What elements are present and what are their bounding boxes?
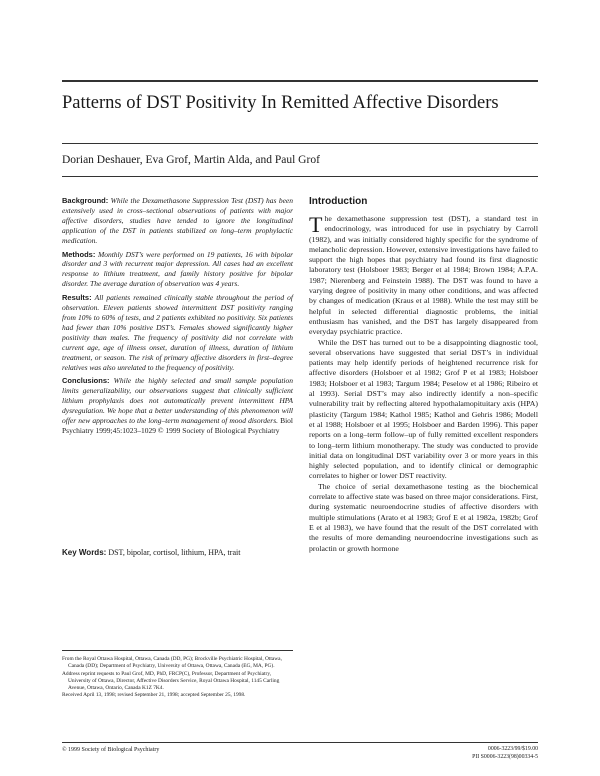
intro-paragraph-1 xyxy=(309,214,538,338)
conclusions-text: While the highly selected and small sample population limits generalizability, our observations suggest that clinically sufficient lithium prophylaxis does not automatically prevent intermittent HPA dysregulation. We hope that a better understanding of this phenomenon will offer new approaches to the long–term management of mood disorders. xyxy=(62,376,294,426)
conclusions-label: Conclusions: xyxy=(62,376,110,386)
bottom-rule xyxy=(62,742,538,743)
footnote-received: Received April 13, 1998; revised September 21, 1998; accepted September 25, 1998. xyxy=(62,692,246,699)
keywords-label: Key Words: xyxy=(62,548,107,557)
intro-paragraph-1-text: he dexamethasone suppression test (DST), a standard test in endocrinology, was introduced for use in psychiatry by Carroll (1982), and was initially considered highly specific for the syndrome of melancholic depression. However, extensive investigations have failed to support the high hopes that psychiatry had found its first diagnostic laboratory test (Holsboer 1983; Berger et al 1984; Brown 1984; A.P.A. 1987; Nierenberg and Feinstein 1988). The DST was found to have a varying degree of positivity in many other conditions, and was affected by changes of medication (Kraus et al 1988). While the test may still be helpful in selected differential diagnostic problems, the initial enthusiasm has vanished, and the DST has largely disappeared from everyday psychiatric practice. xyxy=(309,214,538,337)
author-list: Dorian Deshauer, Eva Grof, Martin Alda, and Paul Grof xyxy=(62,154,320,166)
footnote-reprints: Address reprint requests to Paul Grof, MD, PhD, FRCP(C), Professor, Department of Psychiatry, University of Ottawa, Director, Affective Disorders Service, Royal Ottawa Hospital, 1145 Carling Avenue, Ottawa, Ontario, Canada K1Z 7K4. xyxy=(62,670,280,692)
authors-rule xyxy=(62,176,538,177)
copyright-line: © 1999 Society of Biological Psychiatry xyxy=(62,747,160,753)
intro-paragraph-3: The choice of serial dexamethasone testing as the biochemical correlate to affective state was based on three major considerations. First, during systematic neuroendocrine studies of affective disorders with multiple stimulations (Arato et al 1983; Grof E et al 1982a, 1982b; Grof E et al 1983), we have found that the result of the DST correlated with the results of more demanding neuroendocrine investigations such as prolactin or growth hormone xyxy=(309,481,538,553)
article-identifiers xyxy=(440,746,538,761)
intro-paragraph-2: While the DST has turned out to be a disappointing diagnostic tool, several observations have suggested that serial DST’s in individual patients may help identify periods of heightened recurrence risk for affective disorders (Holsboer et al 1982; Grof P et al 1983; Holsboer 1983; Holsboer et al 1983; Targum 1984; Peselow et al 1986; Ribeiro et al 1993). Serial DST’s may also indirectly identify a non–specific vulnerability trait by reflecting altered hypothalamopituitary axis (HPA) plasticity (Targum 1984; Kathol 1985; Kathol and Gehris 1986; Modell et al 1988; Holsboer et al 1995; Holsboer and Barden 1996). This paper reports on a long–term follow–up of fully remitted excellent responders to long–term lithium monotherapy. The study was conducted to provide initial data on longitudinal DST variability over 3 or more years in this highly selected population, and to identify clinical or demographic correlates to higher or lower DST reactivity. xyxy=(309,337,538,481)
abstract-methods xyxy=(62,250,293,290)
drop-cap: T xyxy=(309,212,323,237)
background-label: Background: xyxy=(62,196,109,205)
article-title: Patterns of DST Positivity In Remitted Affective Disorders xyxy=(62,93,499,113)
introduction-section xyxy=(309,196,538,554)
background-text: While the Dexamethasone Suppression Test (DST) has been extensively used in cross–sectional observations of patients with major affective disorders, studies have tended to ignore the longitudinal application of the DST in patients stabilized on long–term prophylactic medication. xyxy=(62,196,294,245)
results-text: All patients remained clinically stable throughout the period of observation. Eleven patients showed intermittent DST positivity ranging from 10% to 60% of tests, and 2 patients exhibited no positivity. Six patients had fewer than 10% positive DST’s. Females showed significantly higher positivity than males. The frequency of positivity did not correlate with current age, age of illness onset, duration of illness, duration of lithium treatment, or season. The risk of primary affective disorders in first–degree relatives was also unrelated to the frequency of positivity. xyxy=(62,293,293,372)
footnote-affiliations: From the Royal Ottawa Hospital, Ottawa, Canada (DD, PG); Brockville Psychiatric Hospital, Ottawa, Canada (DD); Department of Psychiatry, University of Ottawa, Ottawa, Canada (EG, MA, PG). xyxy=(62,656,282,670)
issn-line: 0006-3223/99/$19.00 xyxy=(487,746,538,752)
methods-text: Monthly DST’s were performed on 19 patients, 16 with bipolar disorder and 3 with recurrent major depression. All cases had an excellent response to lithium treatment, and family history positive for bipolar disorder. The average duration of observation was 4 years. xyxy=(62,249,293,289)
abstract-background xyxy=(62,196,293,246)
affiliation-footnotes xyxy=(62,656,293,700)
keywords-text: DST, bipolar, cortisol, lithium, HPA, trait xyxy=(108,548,241,557)
journal-citation: Biol Psychiatry 1999;45:1023–1029 © 1999 Society of Biological Psychiatry xyxy=(62,416,293,435)
pii-line: PII S0006-3223(98)00334-5 xyxy=(472,753,538,760)
title-rule xyxy=(62,143,538,144)
results-label: Results: xyxy=(62,293,92,303)
footnote-rule xyxy=(62,650,293,651)
introduction-heading: Introduction xyxy=(309,196,368,207)
abstract xyxy=(62,196,293,440)
abstract-conclusions xyxy=(62,376,293,435)
abstract-results xyxy=(62,293,293,372)
methods-label: Methods: xyxy=(62,249,96,259)
keywords xyxy=(62,548,293,558)
top-rule xyxy=(62,80,538,82)
